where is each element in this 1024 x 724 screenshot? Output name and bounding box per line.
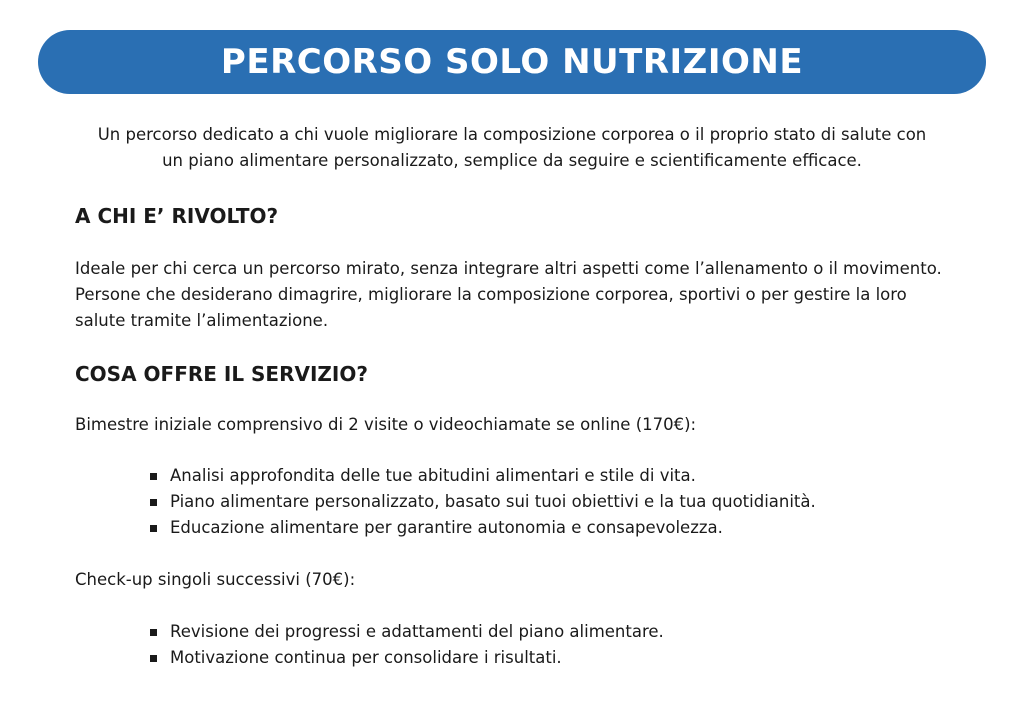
list-item-text: Motivazione continua per consolidare i risultati. (170, 648, 562, 667)
list-item-text: Analisi approfondita delle tue abitudini alimentari e stile di vita. (170, 466, 696, 485)
initial-package-label (75, 412, 995, 438)
checkup-label (75, 567, 995, 593)
list-item-text: Revisione dei progressi e adattamenti del piano alimentare. (170, 622, 664, 641)
list-item (150, 619, 950, 645)
square-bullet-icon (150, 655, 157, 662)
list-item-text: Piano alimentare personalizzato, basato sui tuoi obiettivi e la tua quotidianità. (170, 492, 816, 511)
square-bullet-icon (150, 525, 157, 532)
title-banner (38, 30, 986, 94)
square-bullet-icon (150, 473, 157, 480)
intro-line: Un percorso dedicato a chi vuole migliorare la composizione corporea o il proprio stato di salute con (97, 125, 927, 144)
square-bullet-icon (150, 499, 157, 506)
initial-package-text: Bimestre iniziale comprensivo di 2 visite o videochiamate se online (170€): (75, 415, 697, 434)
square-bullet-icon (150, 629, 157, 636)
list-item-text: Educazione alimentare per garantire autonomia e consapevolezza. (170, 518, 723, 537)
page-title: PERCORSO SOLO NUTRIZIONE (220, 42, 804, 82)
list-item (150, 645, 950, 671)
initial-package-list (150, 463, 950, 541)
intro-line: un piano alimentare personalizzato, semplice da seguire e scientificamente efficace. (162, 151, 862, 170)
list-item (150, 515, 950, 541)
target-heading: A CHI E’ RIVOLTO? (75, 204, 279, 228)
checkup-list (150, 619, 950, 671)
service-heading: COSA OFFRE IL SERVIZIO? (75, 362, 368, 386)
target-description (75, 256, 995, 334)
list-item (150, 463, 950, 489)
target-line: salute tramite l’alimentazione. (75, 311, 329, 330)
target-line: Ideale per chi cerca un percorso mirato, senza integrare altri aspetti come l’allenamento o il movimento. (75, 259, 942, 278)
target-line: Persone che desiderano dimagrire, migliorare la composizione corporea, sportivi o per gestire la loro (75, 285, 907, 304)
intro-text (60, 122, 964, 174)
list-item (150, 489, 950, 515)
checkup-text: Check-up singoli successivi (70€): (75, 570, 356, 589)
